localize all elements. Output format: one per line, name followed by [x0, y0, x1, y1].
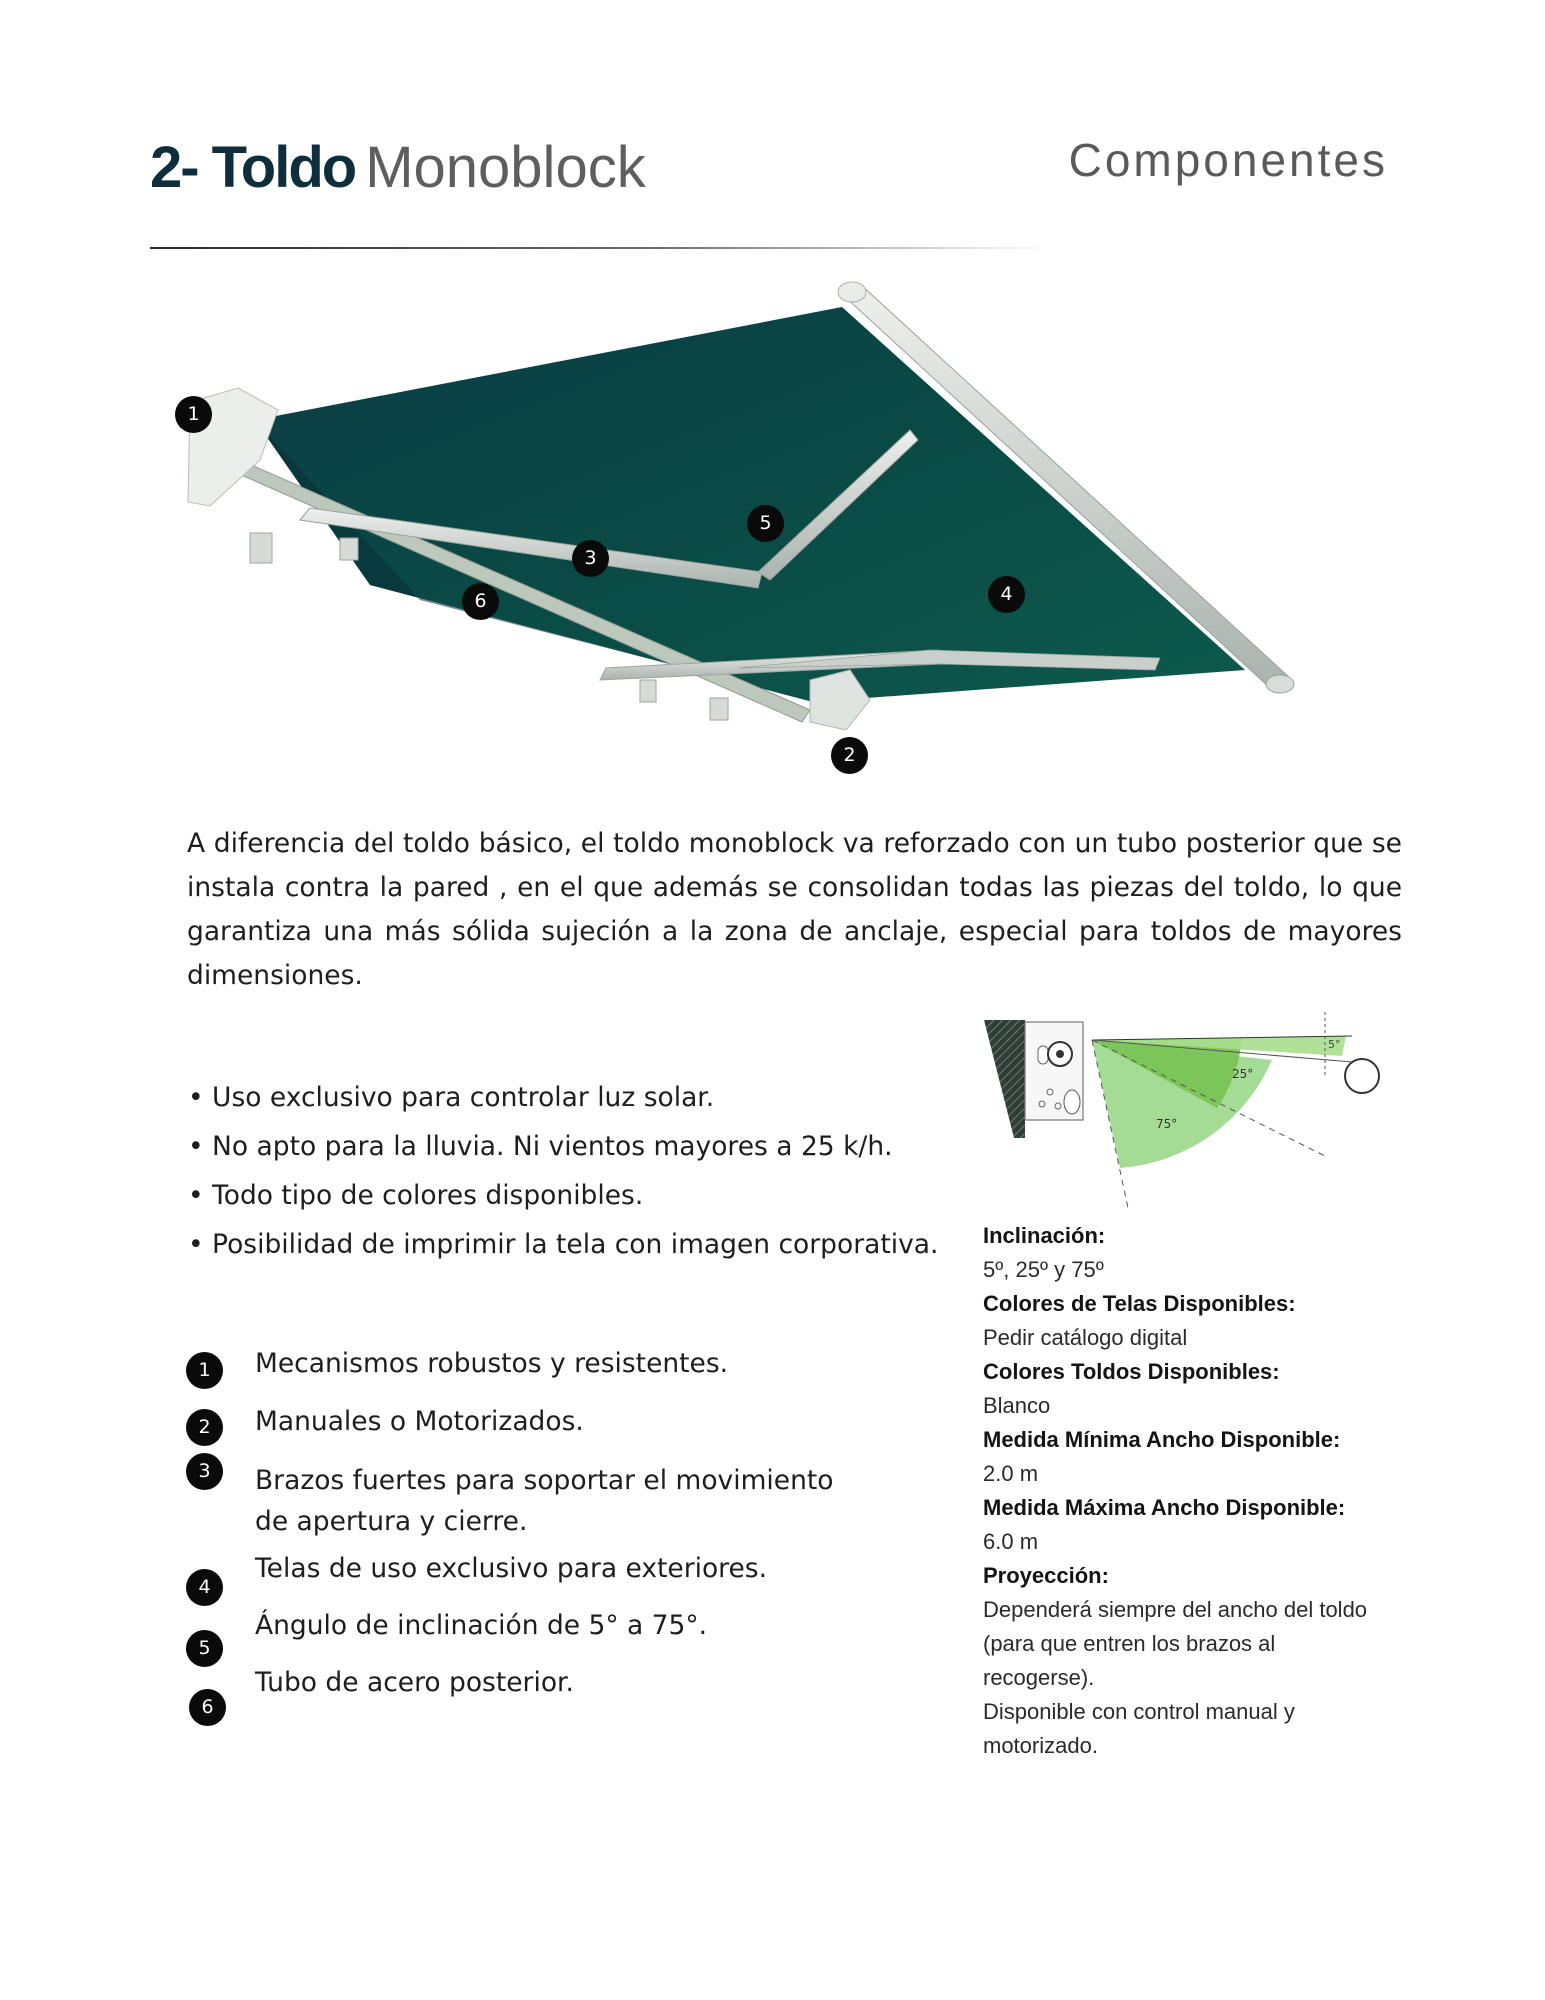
- page-title: [150, 132, 646, 203]
- spec-value: 2.0 m: [983, 1461, 1039, 1486]
- spec-label: Colores Toldos Disponibles:: [983, 1359, 1280, 1384]
- angle-label-5: 5°: [1328, 1038, 1341, 1051]
- feature-marker-5: 5: [186, 1630, 223, 1667]
- feature-text-3: Brazos fuertes para soportar el movimiento de apertura y cierre.: [255, 1465, 834, 1537]
- feature-text-1: Mecanismos robustos y resistentes.: [255, 1348, 729, 1379]
- description: A diferencia del toldo básico, el toldo monoblock va reforzado con un tubo posterior que se instala contra la pared , en el que además se consolidan todas las piezas del toldo, lo que garantiza una más sólida sujeción a la zona de anclaje, especial para toldos de mayores dimensiones.: [187, 828, 1402, 991]
- feature-text-2: Manuales o Motorizados.: [255, 1406, 584, 1437]
- marker-4: 4: [988, 576, 1025, 613]
- bullet-item: • Uso exclusivo para controlar luz solar.: [188, 1082, 715, 1113]
- marker-6: 6: [462, 583, 499, 620]
- spec-label: Inclinación:: [983, 1223, 1106, 1248]
- feature-text-4: Telas de uso exclusivo para exteriores.: [255, 1553, 768, 1584]
- bullet-list: [188, 1073, 948, 1269]
- spec-note: Disponible con control manual y motorizado.: [983, 1699, 1295, 1758]
- spec-value: 6.0 m: [983, 1529, 1039, 1554]
- spec-label: Medida Mínima Ancho Disponible:: [983, 1427, 1341, 1452]
- title-light: Monoblock: [365, 135, 646, 200]
- feature-marker-4: 4: [186, 1569, 223, 1606]
- wall-hatch: [984, 1020, 1025, 1138]
- spec-value: Blanco: [983, 1393, 1051, 1418]
- spec-label: Colores de Telas Disponibles:: [983, 1291, 1296, 1316]
- marker-5: 5: [747, 505, 784, 542]
- bullet-item: • Todo tipo de colores disponibles.: [188, 1180, 644, 1211]
- marker-2: 2: [831, 737, 868, 774]
- header-divider: [150, 247, 1050, 249]
- spec-value: Pedir catálogo digital: [983, 1325, 1188, 1350]
- feature-text-6: Tubo de acero posterior.: [255, 1667, 574, 1698]
- bullet-item: • No apto para la lluvia. Ni vientos mayores a 25 k/h.: [188, 1131, 893, 1162]
- feature-marker-6: 6: [189, 1689, 226, 1726]
- bullet-item: • Posibilidad de imprimir la tela con imagen corporativa.: [188, 1229, 939, 1260]
- feature-marker-1: 1: [186, 1352, 223, 1389]
- angle-label-25: 25°: [1232, 1067, 1254, 1081]
- marker-3: 3: [572, 540, 609, 577]
- title-bold: 2- Toldo: [150, 135, 356, 200]
- marker-1: 1: [175, 396, 212, 433]
- spec-value: 5º, 25º y 75º: [983, 1257, 1104, 1282]
- spec-list: [983, 1219, 1403, 1763]
- inclination-diagram: [980, 1008, 1380, 1218]
- spec-label: Proyección:: [983, 1563, 1109, 1588]
- feature-marker-3: 3: [186, 1453, 223, 1490]
- spec-label: Medida Máxima Ancho Disponible:: [983, 1495, 1346, 1520]
- section-label: Componentes: [1068, 134, 1388, 186]
- feature-text-5: Ángulo de inclinación de 5° a 75°.: [255, 1610, 708, 1641]
- angle-label-75: 75°: [1156, 1117, 1178, 1131]
- feature-marker-2: 2: [186, 1409, 223, 1446]
- spec-value: Dependerá siempre del ancho del toldo (para que entren los brazos al recogerse).: [983, 1597, 1368, 1690]
